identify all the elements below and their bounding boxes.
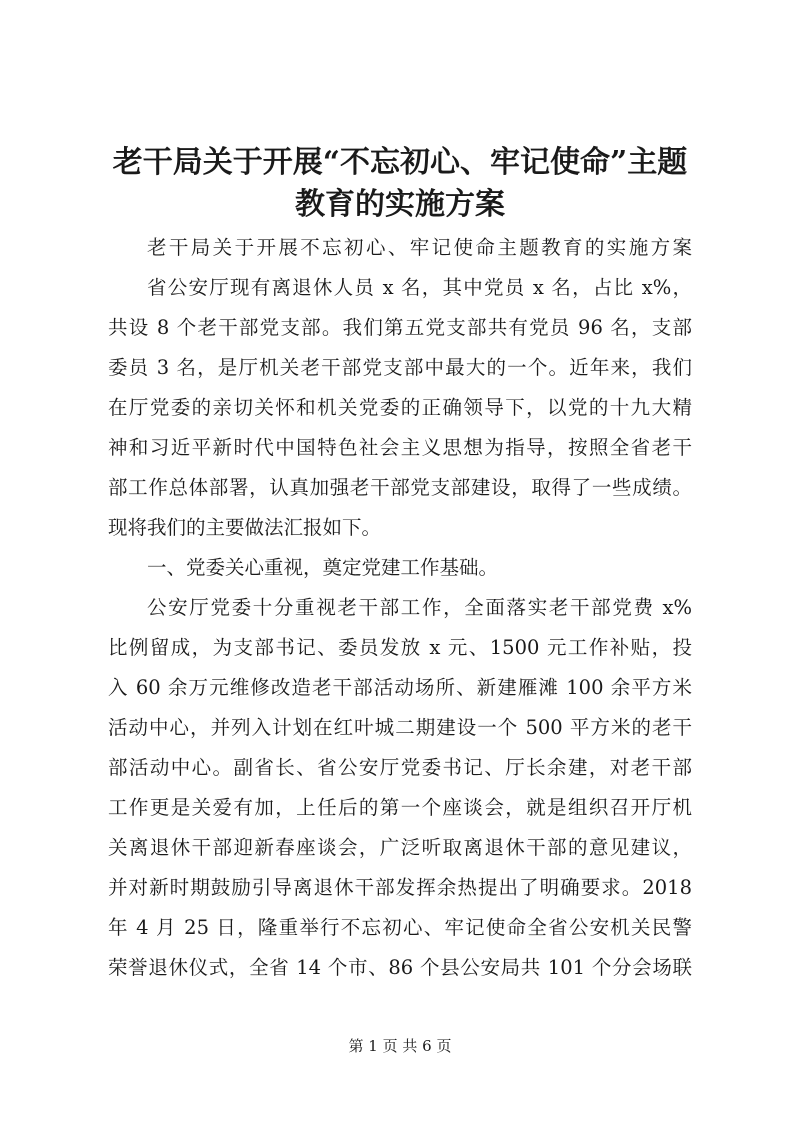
body-line: 省公安厅现有离退休人员 x 名，其中党员 x 名，占比 x%，	[147, 276, 692, 299]
body-line: 并对新时期鼓励引导离退休干部发挥余热提出了明确要求。2018	[108, 876, 692, 899]
body-line: 老干局关于开展不忘初心、牢记使命主题教育的实施方案	[147, 236, 692, 259]
body-line: 神和习近平新时代中国特色社会主义思想为指导，按照全省老干	[108, 436, 692, 459]
body-line: 公安厅党委十分重视老干部工作，全面落实老干部党费 x%	[147, 596, 692, 619]
body-line: 年 4 月 25 日，隆重举行不忘初心、牢记使命全省公安机关民警	[108, 916, 692, 939]
page-number-footer: 第 1 页 共 6 页	[348, 1037, 452, 1055]
body-line: 活动中心，并列入计划在红叶城二期建设一个 500 平方米的老干	[108, 716, 692, 739]
document-title-line-2: 教育的实施方案	[295, 187, 505, 222]
body-line: 比例留成，为支部书记、委员发放 x 元、1500 元工作补贴，投	[108, 636, 692, 659]
document-title-line-1: 老干局关于开展“不忘初心、牢记使命”主题	[112, 145, 688, 180]
section-heading: 一、党委关心重视，奠定党建工作基础。	[147, 556, 499, 579]
body-line: 工作更是关爱有加，上任后的第一个座谈会，就是组织召开厅机	[108, 796, 692, 819]
body-line: 关离退休干部迎新春座谈会，广泛听取离退休干部的意见建议，	[108, 836, 692, 859]
body-line: 现将我们的主要做法汇报如下。	[108, 516, 382, 539]
body-line: 入 60 余万元维修改造老干部活动场所、新建雁滩 100 余平方米	[108, 676, 692, 699]
body-line: 部活动中心。副省长、省公安厅党委书记、厅长余建，对老干部	[108, 756, 692, 779]
body-line: 委员 3 名，是厅机关老干部党支部中最大的一个。近年来，我们	[108, 356, 692, 379]
body-line: 部工作总体部署，认真加强老干部党支部建设，取得了一些成绩。	[108, 476, 692, 499]
body-line: 在厅党委的亲切关怀和机关党委的正确领导下，以党的十九大精	[108, 396, 692, 419]
body-line: 共设 8 个老干部党支部。我们第五党支部共有党员 96 名，支部	[108, 316, 692, 339]
body-line: 荣誉退休仪式，全省 14 个市、86 个县公安局共 101 个分会场联	[108, 956, 692, 979]
